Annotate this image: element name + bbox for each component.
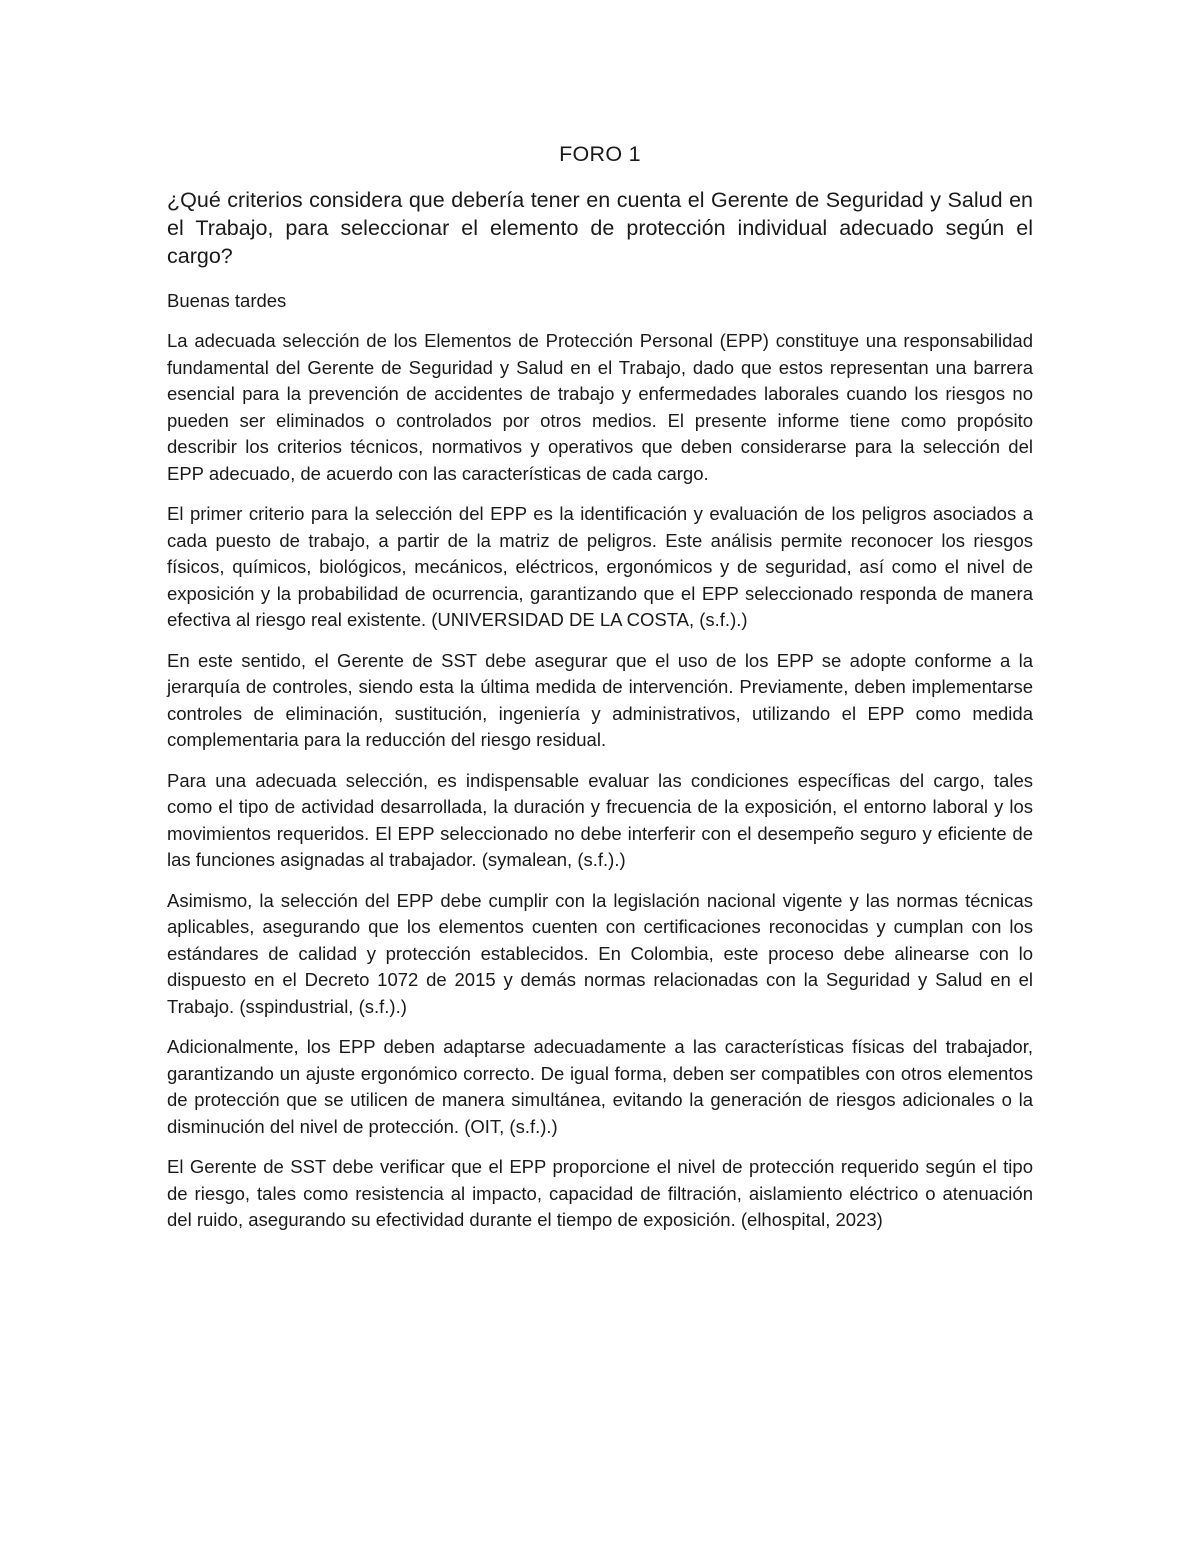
- paragraph-legislation: Asimismo, la selección del EPP debe cumplir con la legislación nacional vigente y las normas técnicas aplicables, asegurando que los elementos cuenten con certificaciones reconocidas y cumplan con los estándares de calidad y protección establecidos. En Colombia, este proceso debe alinearse con lo dispuesto en el Decreto 1072 de 2015 y demás normas relacionadas con la Seguridad y Salud en el Trabajo. (sspindustrial, (s.f.).): [167, 889, 1033, 1017]
- greeting: Buenas tardes: [167, 290, 287, 311]
- paragraph-ergonomic-fit: Adicionalmente, los EPP deben adaptarse adecuadamente a las características físicas del trabajador, garantizando un ajuste ergonómico correcto. De igual forma, deben ser compatibles con otros elementos de protección que se utilicen de manera simultánea, evitando la generación de riesgos adicionales o la disminución del nivel de protección. (OIT, (s.f.).): [167, 1036, 1033, 1137]
- paragraph-job-conditions: Para una adecuada selección, es indispensable evaluar las condiciones específicas del cargo, tales como el tipo de actividad desarrollada, la duración y frecuencia de la exposición, el entorno laboral y los movimientos requeridos. El EPP seleccionado no debe interferir con el desempeño seguro y eficiente de las funciones asignadas al trabajador. (symalean, (s.f.).): [167, 769, 1033, 870]
- paragraph-intro: La adecuada selección de los Elementos de Protección Personal (EPP) constituye una responsabilidad fundamental del Gerente de Seguridad y Salud en el Trabajo, dado que estos representan una barrera esencial para la prevención de accidentes de trabajo y enfermedades laborales cuando los riesgos no pueden ser eliminados o controlados por otros medios. El presente informe tiene como propósito describir los criterios técnicos, normativos y operativos que deben considerarse para la selección del EPP adecuado, de acuerdo con las características de cada cargo.: [167, 330, 1033, 484]
- document-body: [167, 140, 1033, 1248]
- document-title: FORO 1: [559, 142, 641, 166]
- paragraph-protection-level: El Gerente de SST debe verificar que el EPP proporcione el nivel de protección requerido según el tipo de riesgo, tales como resistencia al impacto, capacidad de filtración, aislamiento eléctrico o atenuación del ruido, asegurando su efectividad durante el tiempo de exposición. (elhospital, 2023): [167, 1156, 1033, 1230]
- forum-question: ¿Qué criterios considera que debería tener en cuenta el Gerente de Seguridad y Salud en el Trabajo, para seleccionar el elemento de protección individual adecuado según el cargo?: [167, 188, 1033, 268]
- paragraph-control-hierarchy: En este sentido, el Gerente de SST debe asegurar que el uso de los EPP se adopte conforme a la jerarquía de controles, siendo esta la última medida de intervención. Previamente, deben implementarse controles de eliminación, sustitución, ingeniería y administrativos, utilizando el EPP como medida complementaria para la reducción del riesgo residual.: [167, 649, 1033, 750]
- paragraph-hazard-identification: El primer criterio para la selección del EPP es la identificación y evaluación de los peligros asociados a cada puesto de trabajo, a partir de la matriz de peligros. Este análisis permite reconocer los riesgos físicos, químicos, biológicos, mecánicos, eléctricos, ergonómicos y de seguridad, así como el nivel de exposición y la probabilidad de ocurrencia, garantizando que el EPP seleccionado responda de manera efectiva al riesgo real existente. (UNIVERSIDAD DE LA COSTA, (s.f.).): [167, 503, 1033, 630]
